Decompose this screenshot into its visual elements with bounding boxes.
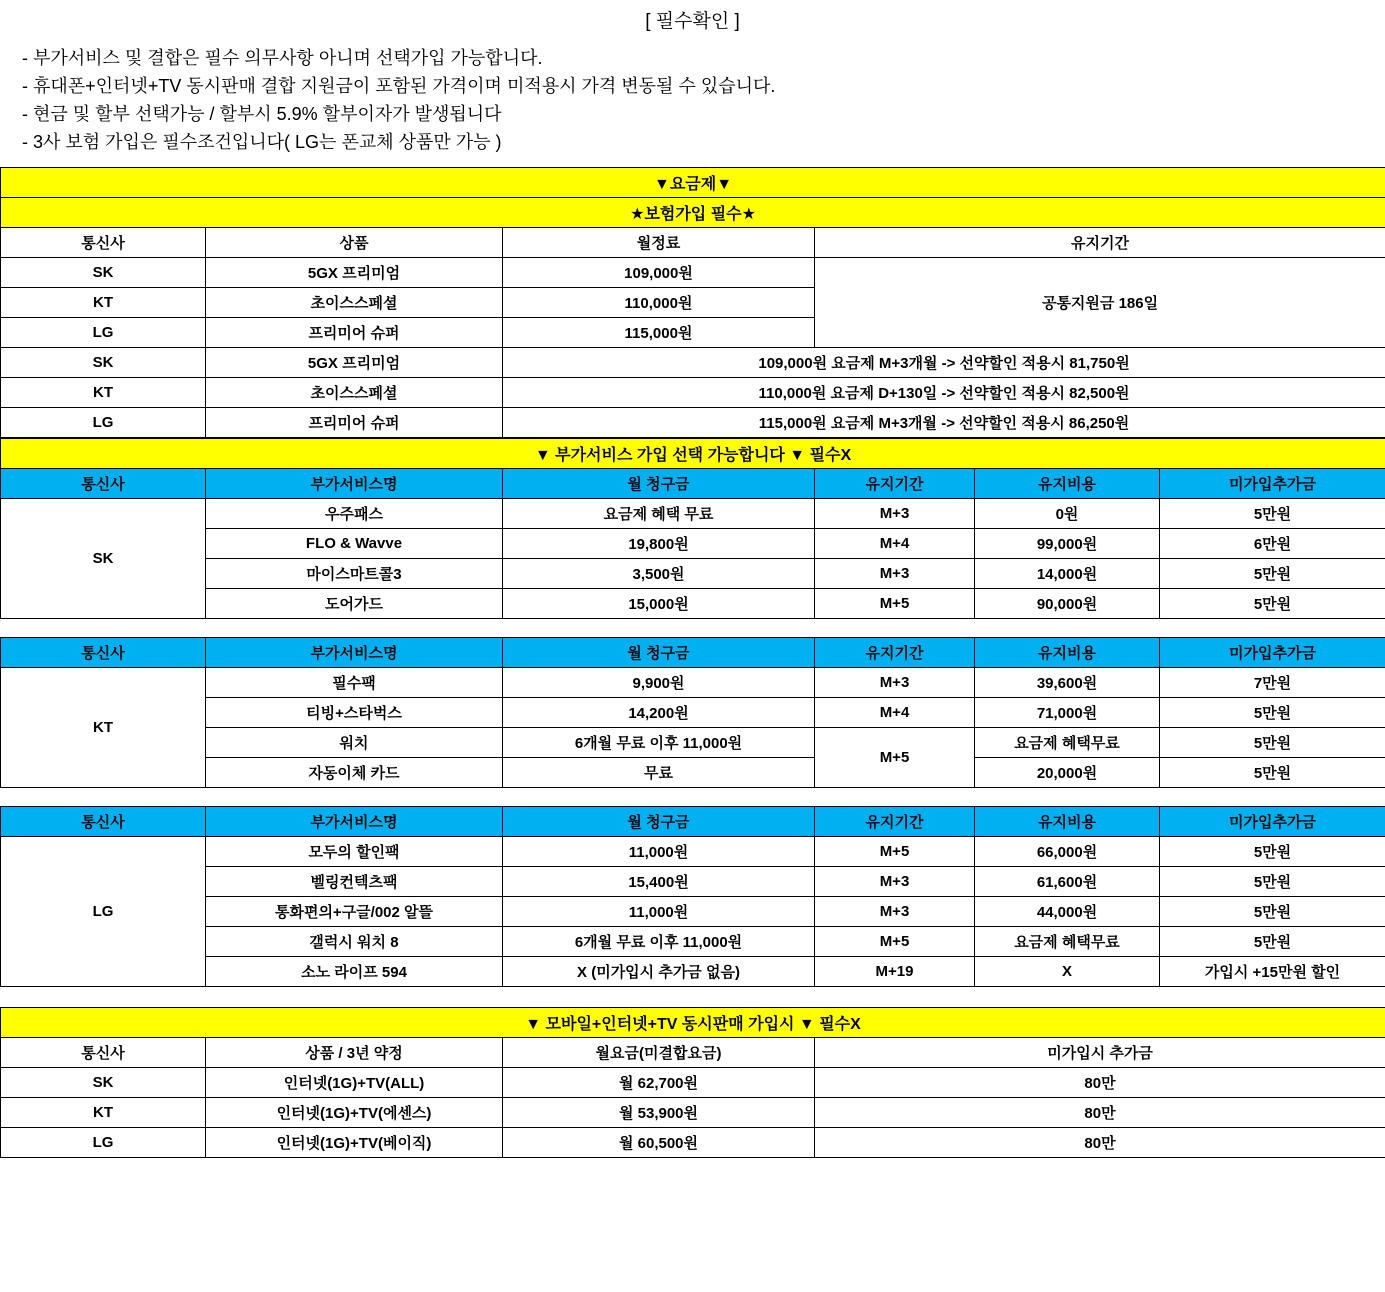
addon-header-cost: 유지비용 bbox=[975, 468, 1160, 498]
addon-header-period: 유지기간 bbox=[815, 637, 975, 667]
addon-cost: 71,000원 bbox=[975, 697, 1160, 727]
addon-cost: 14,000원 bbox=[975, 558, 1160, 588]
combo-header-product: 상품 / 3년 약정 bbox=[206, 1037, 503, 1067]
addon-header-monthly: 월 청구금 bbox=[503, 806, 815, 836]
combo-monthly: 월 60,500원 bbox=[503, 1127, 815, 1157]
addon-penalty: 5만원 bbox=[1160, 498, 1385, 528]
addon-monthly: 무료 bbox=[503, 757, 815, 787]
plan-carrier: SK bbox=[1, 257, 206, 287]
addon-period: M+4 bbox=[815, 528, 975, 558]
addon-penalty: 5만원 bbox=[1160, 836, 1385, 866]
table-row bbox=[1, 896, 1385, 926]
addon-period: M+4 bbox=[815, 697, 975, 727]
page-title: [ 필수확인 ] bbox=[645, 11, 740, 32]
addon-name: 도어가드 bbox=[206, 588, 503, 618]
addon-cost: 61,600원 bbox=[975, 866, 1160, 896]
table-row bbox=[1, 1127, 1385, 1157]
addon-monthly: 9,900원 bbox=[503, 667, 815, 697]
addon-header-name: 부가서비스명 bbox=[206, 637, 503, 667]
plan-carrier: LG bbox=[1, 317, 206, 347]
combo-monthly: 월 53,900원 bbox=[503, 1097, 815, 1127]
plan-detail-text: 110,000원 요금제 D+130일 -> 선약할인 적용시 82,500원 bbox=[503, 377, 1385, 407]
addon-header-name: 부가서비스명 bbox=[206, 468, 503, 498]
addon-cost: 39,600원 bbox=[975, 667, 1160, 697]
plan-banner-2: ★보험가입 필수★ bbox=[1, 197, 1385, 227]
combo-carrier: SK bbox=[1, 1067, 206, 1097]
addon-banner: ▼ 부가서비스 가입 선택 가능합니다 ▼ 필수X bbox=[1, 438, 1385, 468]
table-row bbox=[1, 667, 1385, 697]
plan-detail-text: 109,000원 요금제 M+3개월 -> 선약할인 적용시 81,750원 bbox=[503, 347, 1385, 377]
addon-sk-table bbox=[0, 438, 1385, 619]
addon-header-monthly: 월 청구금 bbox=[503, 468, 815, 498]
combo-table bbox=[0, 1007, 1385, 1158]
addon-period: M+5 bbox=[815, 588, 975, 618]
addon-kt-table bbox=[0, 637, 1385, 788]
addon-header-period: 유지기간 bbox=[815, 806, 975, 836]
table-row bbox=[1, 257, 1385, 287]
addon-cost: 요금제 혜택무료 bbox=[975, 926, 1160, 956]
plan-detail-carrier: SK bbox=[1, 347, 206, 377]
addon-name: FLO & Wavve bbox=[206, 528, 503, 558]
addon-monthly: 15,000원 bbox=[503, 588, 815, 618]
notice-item: - 3사 보험 가입은 필수조건입니다( LG는 폰교체 상품만 가능 ) bbox=[22, 131, 502, 152]
plan-period-merged: 공통지원금 186일 bbox=[815, 257, 1385, 347]
addon-name: 워치 bbox=[206, 727, 503, 757]
addon-monthly: 6개월 무료 이후 11,000원 bbox=[503, 727, 815, 757]
addon-name: 마이스마트콜3 bbox=[206, 558, 503, 588]
table-row bbox=[1, 407, 1385, 437]
combo-product: 인터넷(1G)+TV(베이직) bbox=[206, 1127, 503, 1157]
plan-header-fee: 월정료 bbox=[503, 227, 815, 257]
addon-cost: 요금제 혜택무료 bbox=[975, 727, 1160, 757]
addon-header-name: 부가서비스명 bbox=[206, 806, 503, 836]
addon-header-carrier: 통신사 bbox=[1, 637, 206, 667]
addon-period: M+3 bbox=[815, 667, 975, 697]
plan-carrier: KT bbox=[1, 287, 206, 317]
addon-period: M+3 bbox=[815, 498, 975, 528]
table-row bbox=[1, 498, 1385, 528]
section-spacer bbox=[0, 619, 1385, 637]
addon-header-cost: 유지비용 bbox=[975, 806, 1160, 836]
addon-name: 갤럭시 워치 8 bbox=[206, 926, 503, 956]
addon-header-penalty: 미가입추가금 bbox=[1160, 468, 1385, 498]
addon-penalty: 5만원 bbox=[1160, 558, 1385, 588]
table-row bbox=[1, 757, 1385, 787]
plan-detail-product: 초이스스페셜 bbox=[206, 377, 503, 407]
notice-item: - 휴대폰+인터넷+TV 동시판매 결합 지원금이 포함된 가격이며 미적용시 가격 변동될 수 있습니다. bbox=[22, 75, 776, 96]
addon-header-period: 유지기간 bbox=[815, 468, 975, 498]
section-spacer bbox=[0, 987, 1385, 1007]
plan-fee: 110,000원 bbox=[503, 287, 815, 317]
addon-header-carrier: 통신사 bbox=[1, 806, 206, 836]
addon-penalty: 6만원 bbox=[1160, 528, 1385, 558]
plan-detail-carrier: LG bbox=[1, 407, 206, 437]
addon-lg-table bbox=[0, 806, 1385, 987]
table-row bbox=[1, 727, 1385, 757]
plan-fee: 109,000원 bbox=[503, 257, 815, 287]
addon-carrier-lg: LG bbox=[1, 836, 206, 986]
addon-name: 모두의 할인팩 bbox=[206, 836, 503, 866]
plan-product: 5GX 프리미엄 bbox=[206, 257, 503, 287]
combo-product: 인터넷(1G)+TV(에센스) bbox=[206, 1097, 503, 1127]
addon-penalty: 5만원 bbox=[1160, 727, 1385, 757]
addon-period: M+3 bbox=[815, 896, 975, 926]
table-row bbox=[1, 956, 1385, 986]
addon-monthly: 3,500원 bbox=[503, 558, 815, 588]
table-row bbox=[1, 836, 1385, 866]
plan-detail-text: 115,000원 요금제 M+3개월 -> 선약할인 적용시 86,250원 bbox=[503, 407, 1385, 437]
addon-header-penalty: 미가입추가금 bbox=[1160, 806, 1385, 836]
addon-cost: X bbox=[975, 956, 1160, 986]
addon-name: 통화편의+구글/002 알뜰 bbox=[206, 896, 503, 926]
plan-product: 프리미어 슈퍼 bbox=[206, 317, 503, 347]
plan-table bbox=[0, 167, 1385, 438]
addon-period: M+5 bbox=[815, 926, 975, 956]
addon-monthly: 19,800원 bbox=[503, 528, 815, 558]
addon-monthly: 6개월 무료 이후 11,000원 bbox=[503, 926, 815, 956]
addon-cost: 44,000원 bbox=[975, 896, 1160, 926]
addon-cost: 20,000원 bbox=[975, 757, 1160, 787]
addon-name: 티빙+스타벅스 bbox=[206, 697, 503, 727]
plan-detail-product: 5GX 프리미엄 bbox=[206, 347, 503, 377]
addon-penalty: 5만원 bbox=[1160, 866, 1385, 896]
combo-carrier: KT bbox=[1, 1097, 206, 1127]
notice-list bbox=[0, 43, 1385, 167]
addon-name: 필수팩 bbox=[206, 667, 503, 697]
addon-monthly: 15,400원 bbox=[503, 866, 815, 896]
combo-header-penalty: 미가입시 추가금 bbox=[815, 1037, 1385, 1067]
plan-fee: 115,000원 bbox=[503, 317, 815, 347]
addon-name: 벨링컨텍츠팩 bbox=[206, 866, 503, 896]
addon-cost: 66,000원 bbox=[975, 836, 1160, 866]
combo-product: 인터넷(1G)+TV(ALL) bbox=[206, 1067, 503, 1097]
addon-penalty: 5만원 bbox=[1160, 926, 1385, 956]
section-spacer bbox=[0, 788, 1385, 806]
addon-carrier-kt: KT bbox=[1, 667, 206, 787]
addon-cost: 99,000원 bbox=[975, 528, 1160, 558]
plan-detail-product: 프리미어 슈퍼 bbox=[206, 407, 503, 437]
table-row bbox=[1, 1067, 1385, 1097]
addon-penalty: 5만원 bbox=[1160, 588, 1385, 618]
addon-period: M+3 bbox=[815, 558, 975, 588]
addon-header-cost: 유지비용 bbox=[975, 637, 1160, 667]
addon-monthly: 11,000원 bbox=[503, 836, 815, 866]
addon-monthly: 요금제 혜택 무료 bbox=[503, 498, 815, 528]
table-row bbox=[1, 528, 1385, 558]
addon-cost: 90,000원 bbox=[975, 588, 1160, 618]
table-row bbox=[1, 1097, 1385, 1127]
combo-penalty: 80만 bbox=[815, 1097, 1385, 1127]
plan-header-carrier: 통신사 bbox=[1, 227, 206, 257]
addon-header-carrier: 통신사 bbox=[1, 468, 206, 498]
addon-header-monthly: 월 청구금 bbox=[503, 637, 815, 667]
combo-monthly: 월 62,700원 bbox=[503, 1067, 815, 1097]
plan-product: 초이스스페셜 bbox=[206, 287, 503, 317]
addon-penalty: 가입시 +15만원 할인 bbox=[1160, 956, 1385, 986]
combo-carrier: LG bbox=[1, 1127, 206, 1157]
table-row bbox=[1, 866, 1385, 896]
addon-name: 우주패스 bbox=[206, 498, 503, 528]
table-row bbox=[1, 558, 1385, 588]
addon-penalty: 7만원 bbox=[1160, 667, 1385, 697]
addon-penalty: 5만원 bbox=[1160, 697, 1385, 727]
plan-header-product: 상품 bbox=[206, 227, 503, 257]
notice-item: - 부가서비스 및 결합은 필수 의무사항 아니며 선택가입 가능합니다. bbox=[22, 48, 543, 68]
combo-penalty: 80만 bbox=[815, 1127, 1385, 1157]
addon-carrier-sk: SK bbox=[1, 498, 206, 618]
addon-period: M+5 bbox=[815, 836, 975, 866]
table-row bbox=[1, 377, 1385, 407]
addon-period: M+3 bbox=[815, 866, 975, 896]
addon-monthly: 14,200원 bbox=[503, 697, 815, 727]
addon-cost: 0원 bbox=[975, 498, 1160, 528]
addon-penalty: 5만원 bbox=[1160, 757, 1385, 787]
addon-period: M+5 bbox=[815, 727, 975, 787]
addon-header-penalty: 미가입추가금 bbox=[1160, 637, 1385, 667]
table-row bbox=[1, 588, 1385, 618]
addon-name: 소노 라이프 594 bbox=[206, 956, 503, 986]
table-row bbox=[1, 347, 1385, 377]
combo-header-monthly: 월요금(미결합요금) bbox=[503, 1037, 815, 1067]
plan-detail-carrier: KT bbox=[1, 377, 206, 407]
addon-penalty: 5만원 bbox=[1160, 896, 1385, 926]
addon-monthly: 11,000원 bbox=[503, 896, 815, 926]
addon-monthly: X (미가입시 추가금 없음) bbox=[503, 956, 815, 986]
notice-item: - 현금 및 할부 선택가능 / 할부시 5.9% 할부이자가 발생됩니다 bbox=[22, 103, 502, 124]
table-row bbox=[1, 697, 1385, 727]
addon-name: 자동이체 카드 bbox=[206, 757, 503, 787]
combo-penalty: 80만 bbox=[815, 1067, 1385, 1097]
table-row bbox=[1, 926, 1385, 956]
plan-banner-1: ▼요금제▼ bbox=[1, 167, 1385, 197]
plan-header-period: 유지기간 bbox=[815, 227, 1385, 257]
addon-period: M+19 bbox=[815, 956, 975, 986]
combo-header-carrier: 통신사 bbox=[1, 1037, 206, 1067]
combo-banner: ▼ 모바일+인터넷+TV 동시판매 가입시 ▼ 필수X bbox=[1, 1007, 1385, 1037]
